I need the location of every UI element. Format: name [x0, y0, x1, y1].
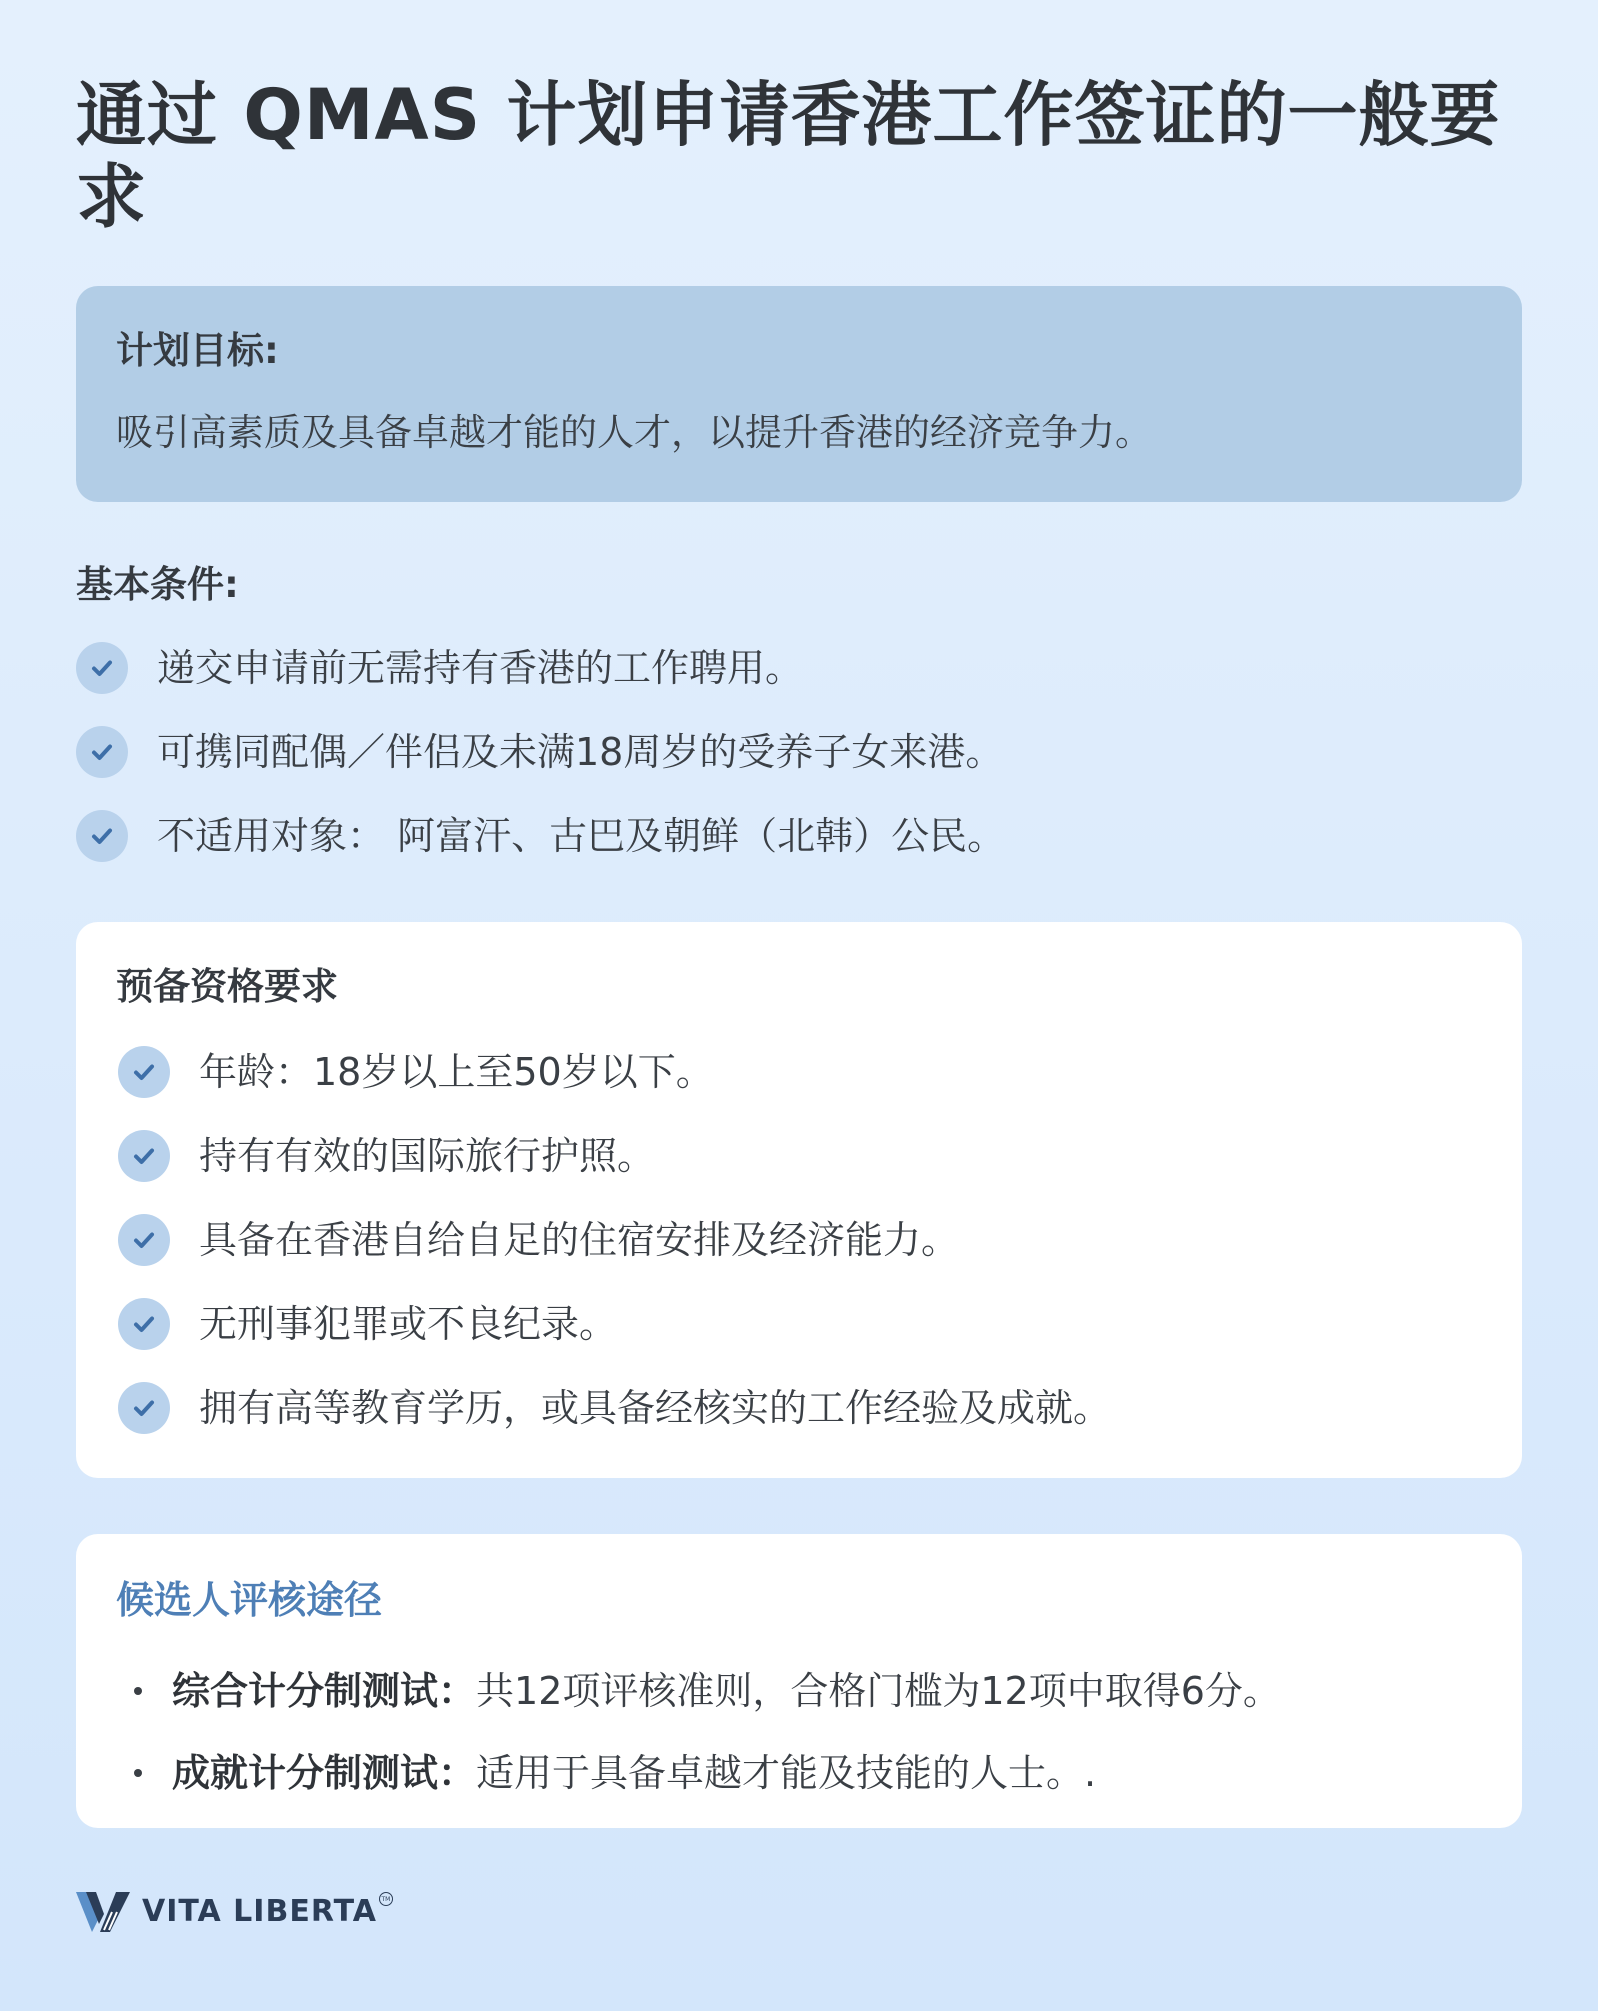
- list-item: [134, 1650, 1281, 1732]
- list-item: [118, 1282, 1111, 1366]
- goal-label: 计划目标:: [116, 329, 279, 372]
- page-title: 通过 QMAS 计划申请香港工作签证的一般要求: [76, 74, 1501, 238]
- list-item: [118, 1366, 1111, 1450]
- check-icon: [76, 810, 128, 862]
- list-item: [118, 1114, 1111, 1198]
- check-icon: [118, 1130, 170, 1182]
- route-term: 成就计分制测试：: [172, 1751, 477, 1795]
- route-term: 综合计分制测试：: [172, 1669, 477, 1713]
- assessment-routes-card: [76, 1534, 1522, 1828]
- route-description: 共12项评核准则，合格门槛为12项中取得6分。: [476, 1669, 1281, 1713]
- list-item-text: 具备在香港自给自足的住宿安排及经济能力。: [199, 1218, 960, 1262]
- bullet-dot-icon: [134, 1687, 142, 1695]
- basic-conditions-list: [76, 626, 1005, 878]
- check-icon: [118, 1298, 170, 1350]
- list-item: [118, 1030, 1111, 1114]
- assessment-routes-list: [134, 1650, 1281, 1814]
- list-item-text: 递交申请前无需持有香港的工作聘用。: [157, 646, 804, 690]
- prerequisites-card: [76, 922, 1522, 1478]
- goal-card: [76, 286, 1522, 502]
- bullet-dot-icon: [134, 1769, 142, 1777]
- list-item-text: 无刑事犯罪或不良纪录。: [199, 1302, 618, 1346]
- route-description: 适用于具备卓越才能及技能的人士。.: [476, 1751, 1097, 1795]
- check-icon: [76, 726, 128, 778]
- prerequisites-title: 预备资格要求: [116, 965, 338, 1008]
- list-item: [76, 710, 1005, 794]
- list-item: [76, 626, 1005, 710]
- goal-text: 吸引高素质及具备卓越才能的人才，以提升香港的经济竞争力。: [116, 411, 1152, 454]
- brand-logo: [76, 1890, 393, 1934]
- prerequisites-list: [118, 1030, 1111, 1450]
- list-item-text: 拥有高等教育学历，或具备经核实的工作经验及成就。: [199, 1386, 1112, 1430]
- trademark-mark: TM: [379, 1892, 393, 1906]
- list-item-text: 可携同配偶／伴侣及未满18周岁的受养子女来港。: [157, 730, 1004, 774]
- check-icon: [118, 1046, 170, 1098]
- check-icon: [118, 1382, 170, 1434]
- basic-conditions-label: 基本条件:: [76, 563, 239, 606]
- check-icon: [118, 1214, 170, 1266]
- list-item-text: 持有有效的国际旅行护照。: [199, 1134, 656, 1178]
- check-icon: [76, 642, 128, 694]
- list-item-text: 年龄：18岁以上至50岁以下。: [199, 1050, 714, 1094]
- vita-liberta-logo-icon: [76, 1890, 132, 1934]
- list-item: [76, 794, 1005, 878]
- list-item: [118, 1198, 1111, 1282]
- logo-wordmark: VITA LIBERTA: [142, 1894, 377, 1929]
- list-item: [134, 1732, 1281, 1814]
- assessment-routes-title: 候选人评核途径: [116, 1578, 383, 1622]
- list-item-text: 不适用对象： 阿富汗、古巴及朝鲜（北韩）公民。: [157, 814, 1006, 858]
